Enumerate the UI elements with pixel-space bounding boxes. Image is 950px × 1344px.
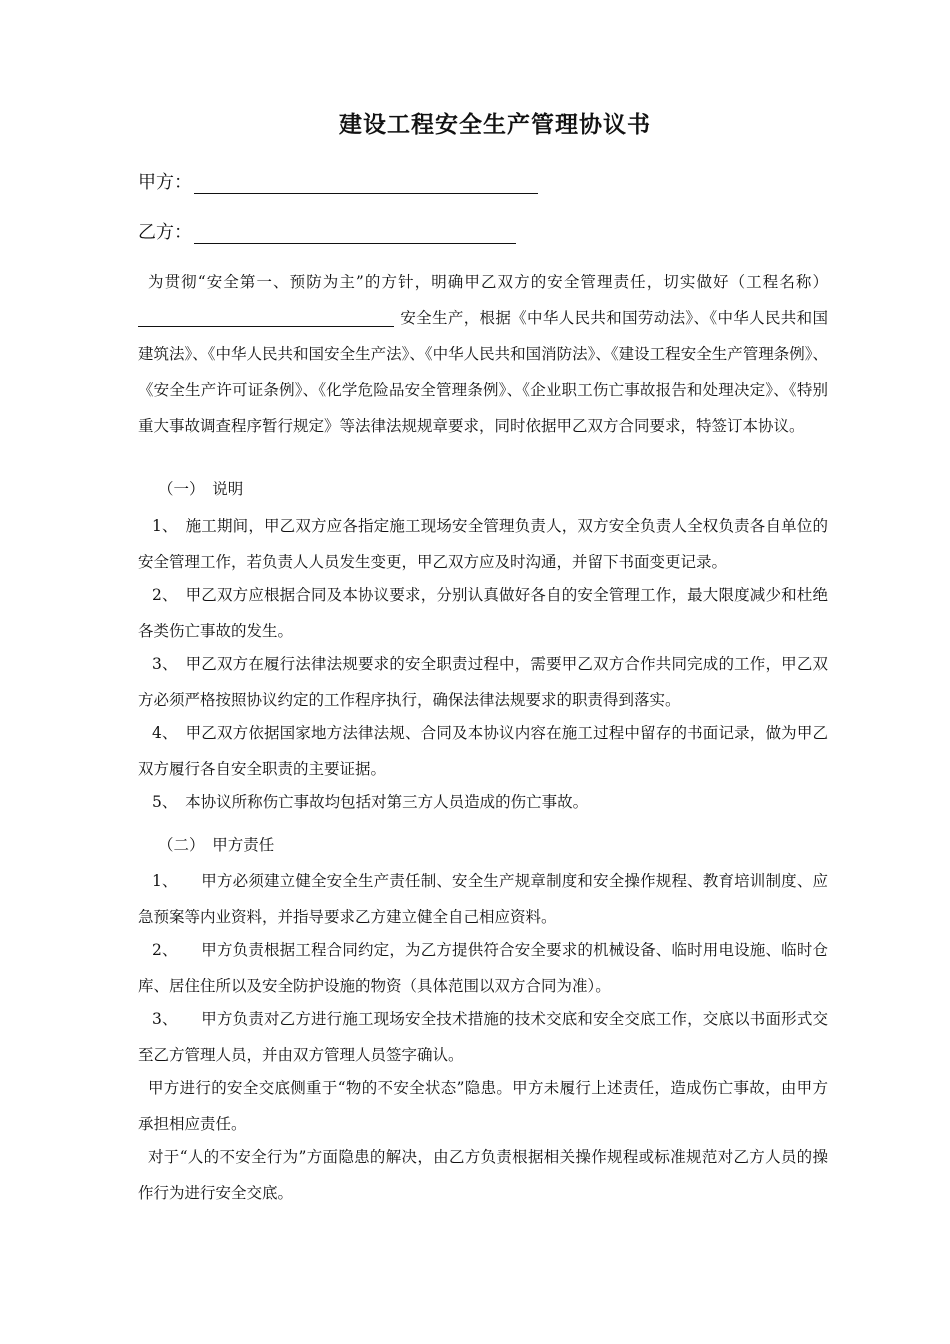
party-a-blank-line bbox=[194, 171, 538, 194]
intro-part1: 为贯彻“安全第一、预防为主”的方针，明确甲乙双方的安全管理责任，切实做好（工程名称） bbox=[148, 273, 828, 291]
section1-heading: （一） 说明 bbox=[158, 480, 244, 498]
party-b-blank-line bbox=[194, 221, 516, 244]
section2-item-1: 1、 甲方必须建立健全安全生产责任制、安全生产规章制度和安全操作规程、教育培训制度、应急预案等内业资料，并指导要求乙方建立健全自己相应资料。 bbox=[138, 872, 828, 926]
section1-item-2: 2、 甲乙双方应根据合同及本协议要求，分别认真做好各自的安全管理工作，最大限度减少和杜绝各类伤亡事故的发生。 bbox=[138, 586, 828, 640]
party-b-row bbox=[138, 218, 516, 244]
intro-part2: 安全生产，根据《中华人民共和国劳动法》、《中华人民共和国建筑法》、《中华人民共和国安全生产法》、《中华人民共和国消防法》、《建设工程安全生产管理条例》、《安全生产许可证条例》、《化学危险品安全管理条例》、《企业职工伤亡事故报告和处理决定》、《特别重大事故调查程序暂行规定》等法律法规规章要求，同时依据甲乙双方合同要求，特签订本协议。 bbox=[138, 309, 828, 435]
party-b-label: 乙方： bbox=[138, 222, 192, 243]
section2-note-2: 对于“人的不安全行为”方面隐患的解决，由乙方负责根据相关操作规程或标准规范对乙方人员的操作行为进行安全交底。 bbox=[138, 1148, 828, 1202]
document-title: 建设工程安全生产管理协议书 bbox=[339, 112, 651, 138]
section2-note-1: 甲方进行的安全交底侧重于“物的不安全状态”隐患。甲方未履行上述责任，造成伤亡事故，由甲方承担相应责任。 bbox=[138, 1079, 828, 1133]
project-name-blank-line bbox=[138, 306, 394, 327]
section1-item-5: 5、 本协议所称伤亡事故均包括对第三方人员造成的伤亡事故。 bbox=[152, 793, 589, 811]
section2-item-2: 2、 甲方负责根据工程合同约定，为乙方提供符合安全要求的机械设备、临时用电设施、临时仓库、居住住所以及安全防护设施的物资（具体范围以双方合同为准）。 bbox=[138, 941, 828, 995]
party-a-label: 甲方： bbox=[138, 172, 192, 193]
section2-heading: （二） 甲方责任 bbox=[158, 836, 275, 854]
party-a-row bbox=[138, 168, 538, 194]
section2-item-3: 3、 甲方负责对乙方进行施工现场安全技术措施的技术交底和安全交底工作，交底以书面形式交至乙方管理人员，并由双方管理人员签字确认。 bbox=[138, 1010, 828, 1064]
section1-item-1: 1、 施工期间，甲乙双方应各指定施工现场安全管理负责人，双方安全负责人全权负责各自单位的安全管理工作，若负责人人员发生变更，甲乙双方应及时沟通，并留下书面变更记录。 bbox=[138, 517, 828, 571]
section1-item-3: 3、 甲乙双方在履行法律法规要求的安全职责过程中，需要甲乙双方合作共同完成的工作，甲乙双方必须严格按照协议约定的工作程序执行，确保法律法规要求的职责得到落实。 bbox=[138, 655, 828, 709]
section1-item-4: 4、 甲乙双方依据国家地方法律法规、合同及本协议内容在施工过程中留存的书面记录，做为甲乙双方履行各自安全职责的主要证据。 bbox=[138, 724, 828, 778]
intro-paragraph bbox=[138, 264, 828, 444]
